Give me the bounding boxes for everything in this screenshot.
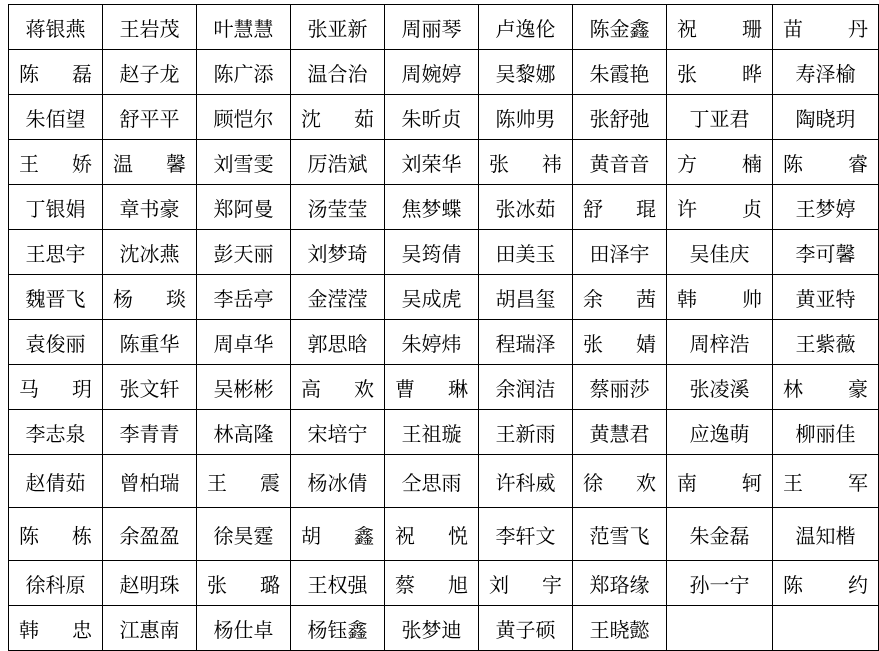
name-cell: 仝思雨 [385, 455, 479, 508]
name-cell: 苗 丹 [773, 5, 879, 50]
name-cell: 许 贞 [667, 185, 773, 230]
name-cell: 王思宇 [9, 230, 103, 275]
name-cell: 高 欢 [291, 365, 385, 410]
name-cell: 陶晓玥 [773, 95, 879, 140]
name-cell: 黄慧君 [573, 410, 667, 455]
table-row [9, 365, 879, 410]
name-cell: 朱婷炜 [385, 320, 479, 365]
name-cell: 张冰茹 [479, 185, 573, 230]
name-cell: 周卓华 [197, 320, 291, 365]
name-cell: 张凌溪 [667, 365, 773, 410]
name-cell: 叶慧慧 [197, 5, 291, 50]
name-cell: 张 婧 [573, 320, 667, 365]
name-cell: 范雪飞 [573, 508, 667, 561]
name-cell: 吴筠倩 [385, 230, 479, 275]
name-cell: 林高隆 [197, 410, 291, 455]
name-cell: 王权强 [291, 561, 385, 606]
name-cell: 蒋银燕 [9, 5, 103, 50]
name-cell: 舒 琨 [573, 185, 667, 230]
name-cell: 李可馨 [773, 230, 879, 275]
table-row [9, 508, 879, 561]
name-cell: 徐科原 [9, 561, 103, 606]
name-cell: 田泽宇 [573, 230, 667, 275]
name-cell: 卢逸伦 [479, 5, 573, 50]
name-cell: 孙一宁 [667, 561, 773, 606]
name-cell: 郑阿曼 [197, 185, 291, 230]
name-cell: 胡昌玺 [479, 275, 573, 320]
name-cell: 张 晔 [667, 50, 773, 95]
name-cell: 沈冰燕 [103, 230, 197, 275]
name-cell: 蔡丽莎 [573, 365, 667, 410]
name-cell: 王 军 [773, 455, 879, 508]
name-cell: 王祖璇 [385, 410, 479, 455]
table-row [9, 95, 879, 140]
name-cell: 沈 茹 [291, 95, 385, 140]
name-cell: 宋培宁 [291, 410, 385, 455]
name-cell: 陈 睿 [773, 140, 879, 185]
name-cell: 郭思晗 [291, 320, 385, 365]
name-cell: 李岳亭 [197, 275, 291, 320]
name-cell: 彭天丽 [197, 230, 291, 275]
name-cell: 顾恺尔 [197, 95, 291, 140]
table-row [9, 275, 879, 320]
table-row [9, 5, 879, 50]
name-cell: 江惠南 [103, 606, 197, 651]
name-cell: 吴成虎 [385, 275, 479, 320]
name-cell: 朱金磊 [667, 508, 773, 561]
name-cell: 方 楠 [667, 140, 773, 185]
name-cell: 袁俊丽 [9, 320, 103, 365]
name-cell: 刘 宇 [479, 561, 573, 606]
name-cell: 曾柏瑞 [103, 455, 197, 508]
table-row [9, 50, 879, 95]
name-cell: 张文轩 [103, 365, 197, 410]
name-table [8, 4, 879, 651]
name-cell: 张 祎 [479, 140, 573, 185]
name-cell: 赵倩茹 [9, 455, 103, 508]
name-cell: 朱佰望 [9, 95, 103, 140]
name-cell: 王新雨 [479, 410, 573, 455]
name-cell: 张梦迪 [385, 606, 479, 651]
name-cell: 陈重华 [103, 320, 197, 365]
name-cell: 余润洁 [479, 365, 573, 410]
name-cell: 陈金鑫 [573, 5, 667, 50]
name-cell: 吴黎娜 [479, 50, 573, 95]
name-cell: 刘雪雯 [197, 140, 291, 185]
name-cell: 胡 鑫 [291, 508, 385, 561]
name-cell: 舒平平 [103, 95, 197, 140]
name-table-body [9, 5, 879, 651]
name-cell: 周梓浩 [667, 320, 773, 365]
name-cell [773, 606, 879, 651]
name-cell: 徐昊霆 [197, 508, 291, 561]
name-cell: 余盈盈 [103, 508, 197, 561]
name-cell: 吴彬彬 [197, 365, 291, 410]
name-cell [667, 606, 773, 651]
name-cell: 蔡 旭 [385, 561, 479, 606]
name-cell: 丁亚君 [667, 95, 773, 140]
name-cell: 许科威 [479, 455, 573, 508]
name-cell: 韩 帅 [667, 275, 773, 320]
name-cell: 温知楷 [773, 508, 879, 561]
name-cell: 汤莹莹 [291, 185, 385, 230]
name-cell: 吴佳庆 [667, 230, 773, 275]
table-row [9, 320, 879, 365]
name-cell: 温合治 [291, 50, 385, 95]
name-cell: 朱昕贞 [385, 95, 479, 140]
table-row [9, 140, 879, 185]
name-cell: 杨 琰 [103, 275, 197, 320]
name-cell: 温 馨 [103, 140, 197, 185]
name-cell: 陈 约 [773, 561, 879, 606]
name-cell: 厉浩斌 [291, 140, 385, 185]
name-cell: 赵明珠 [103, 561, 197, 606]
name-cell: 祝 珊 [667, 5, 773, 50]
name-cell: 赵子龙 [103, 50, 197, 95]
table-row [9, 230, 879, 275]
name-cell: 曹 琳 [385, 365, 479, 410]
name-cell: 杨冰倩 [291, 455, 385, 508]
name-cell: 应逸萌 [667, 410, 773, 455]
name-cell: 王紫薇 [773, 320, 879, 365]
name-cell: 周婉婷 [385, 50, 479, 95]
name-cell: 柳丽佳 [773, 410, 879, 455]
name-cell: 黄音音 [573, 140, 667, 185]
name-cell: 刘梦琦 [291, 230, 385, 275]
name-cell: 陈 磊 [9, 50, 103, 95]
name-cell: 刘荣华 [385, 140, 479, 185]
name-cell: 张 璐 [197, 561, 291, 606]
name-cell: 张舒弛 [573, 95, 667, 140]
table-row [9, 410, 879, 455]
name-cell: 李志泉 [9, 410, 103, 455]
name-cell: 郑珞缘 [573, 561, 667, 606]
name-cell: 王岩茂 [103, 5, 197, 50]
name-cell: 林 豪 [773, 365, 879, 410]
name-cell: 朱霞艳 [573, 50, 667, 95]
name-cell: 李青青 [103, 410, 197, 455]
name-cell: 程瑞泽 [479, 320, 573, 365]
name-cell: 焦梦蝶 [385, 185, 479, 230]
name-cell: 马 玥 [9, 365, 103, 410]
table-row [9, 455, 879, 508]
name-cell: 王 娇 [9, 140, 103, 185]
name-cell: 黄亚特 [773, 275, 879, 320]
name-cell: 陈 栋 [9, 508, 103, 561]
name-cell: 田美玉 [479, 230, 573, 275]
name-cell: 陈广添 [197, 50, 291, 95]
name-cell: 杨钰鑫 [291, 606, 385, 651]
name-cell: 祝 悦 [385, 508, 479, 561]
name-cell: 陈帅男 [479, 95, 573, 140]
name-cell: 章书豪 [103, 185, 197, 230]
name-cell: 徐 欢 [573, 455, 667, 508]
table-row [9, 185, 879, 230]
name-cell: 金滢滢 [291, 275, 385, 320]
name-cell: 周丽琴 [385, 5, 479, 50]
name-cell: 韩 忠 [9, 606, 103, 651]
name-cell: 寿泽榆 [773, 50, 879, 95]
table-row [9, 606, 879, 651]
table-row [9, 561, 879, 606]
name-cell: 杨仕卓 [197, 606, 291, 651]
name-cell: 李轩文 [479, 508, 573, 561]
name-cell: 丁银娟 [9, 185, 103, 230]
name-cell: 南 轲 [667, 455, 773, 508]
name-cell: 张亚新 [291, 5, 385, 50]
name-cell: 王晓懿 [573, 606, 667, 651]
name-cell: 余 茜 [573, 275, 667, 320]
name-cell: 王 震 [197, 455, 291, 508]
name-cell: 黄子硕 [479, 606, 573, 651]
name-cell: 王梦婷 [773, 185, 879, 230]
name-cell: 魏晋飞 [9, 275, 103, 320]
